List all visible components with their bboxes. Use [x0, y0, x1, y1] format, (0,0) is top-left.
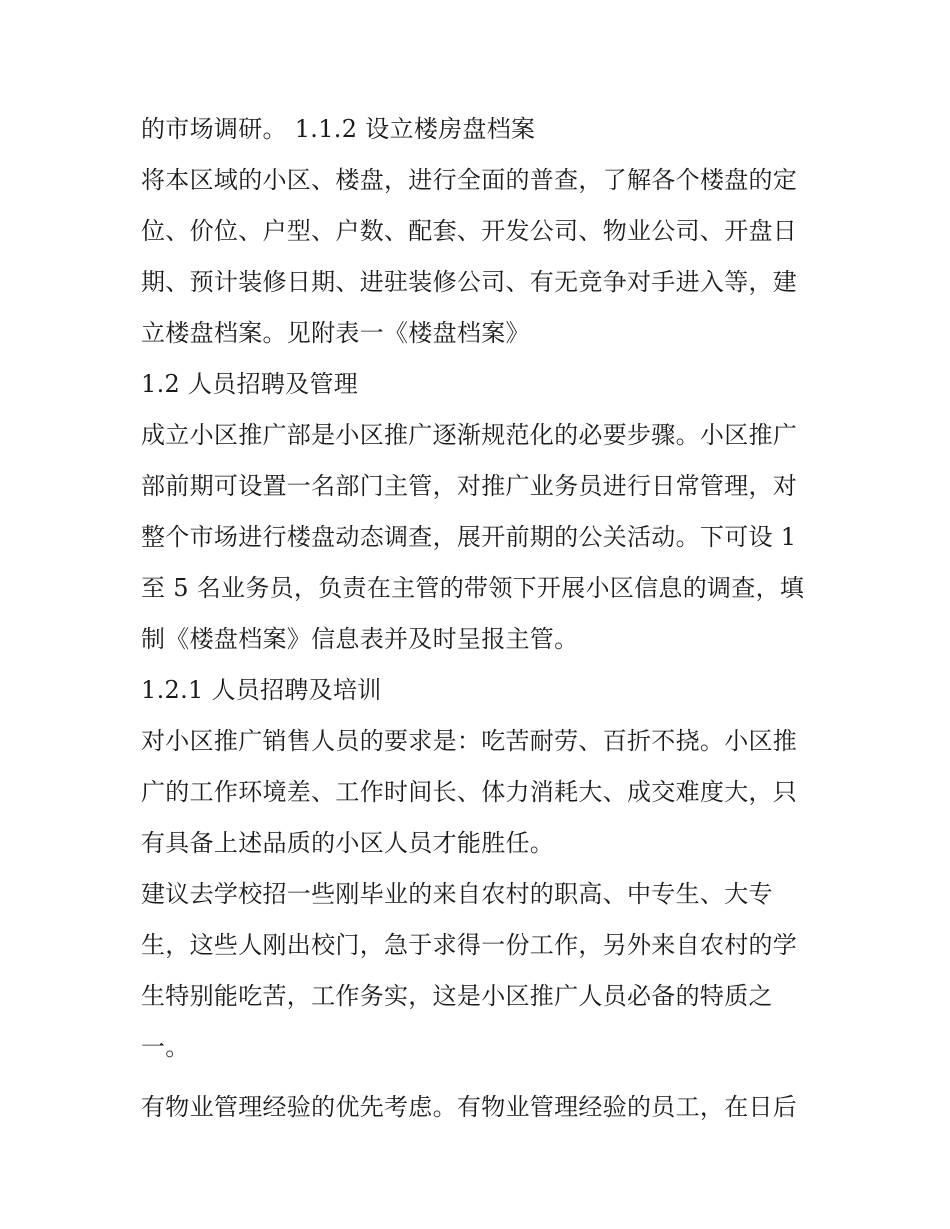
paragraph-spacer	[141, 1073, 821, 1082]
text-line: 的市场调研。 1.1.2 设立楼房盘档案	[141, 115, 536, 143]
document-body	[141, 104, 821, 1133]
paragraph-line: 将本区域的小区、楼盘，进行全面的普查，了解各个楼盘的定	[141, 166, 798, 194]
section-heading: 1.2 人员招聘及管理	[141, 370, 359, 398]
paragraph-line: 广的工作环境差、工作时间长、体力消耗大、成交难度大，只	[141, 778, 798, 806]
paragraph-line: 生，这些人刚出校门，急于求得一份工作，另外来自农村的学	[141, 931, 798, 959]
paragraph-line: 有物业管理经验的优先考虑。有物业管理经验的员工，在日后	[141, 1093, 798, 1121]
paragraph-line: 建议去学校招一些刚毕业的来自农村的职高、中专生、大专	[141, 880, 773, 908]
paragraph-line: 对小区推广销售人员的要求是：吃苦耐劳、百折不挠。小区推	[141, 727, 798, 755]
subsection-heading: 1.2.1 人员招聘及培训	[141, 676, 382, 704]
paragraph-line: 生特别能吃苦，工作务实，这是小区推广人员必备的特质之	[141, 982, 773, 1010]
paragraph-line: 整个市场进行楼盘动态调查，展开前期的公关活动。下可设 1	[141, 523, 797, 551]
paragraph-line: 制《楼盘档案》信息表并及时呈报主管。	[141, 625, 579, 653]
paragraph-line: 位、价位、户型、户数、配套、开发公司、物业公司、开盘日	[141, 217, 798, 245]
paragraph-line: 立楼盘档案。见附表一《楼盘档案》	[141, 319, 530, 347]
paragraph-line: 至 5 名业务员，负责在主管的带领下开展小区信息的调查，填	[141, 574, 805, 602]
paragraph-line: 有具备上述品质的小区人员才能胜任。	[141, 829, 555, 857]
paragraph-line: 成立小区推广部是小区推广逐渐规范化的必要步骤。小区推广	[141, 421, 798, 449]
paragraph-line: 期、预计装修日期、进驻装修公司、有无竞争对手进入等，建	[141, 268, 798, 296]
paragraph-line: 部前期可设置一名部门主管，对推广业务员进行日常管理，对	[141, 472, 798, 500]
paragraph-line: 一。	[141, 1033, 190, 1061]
